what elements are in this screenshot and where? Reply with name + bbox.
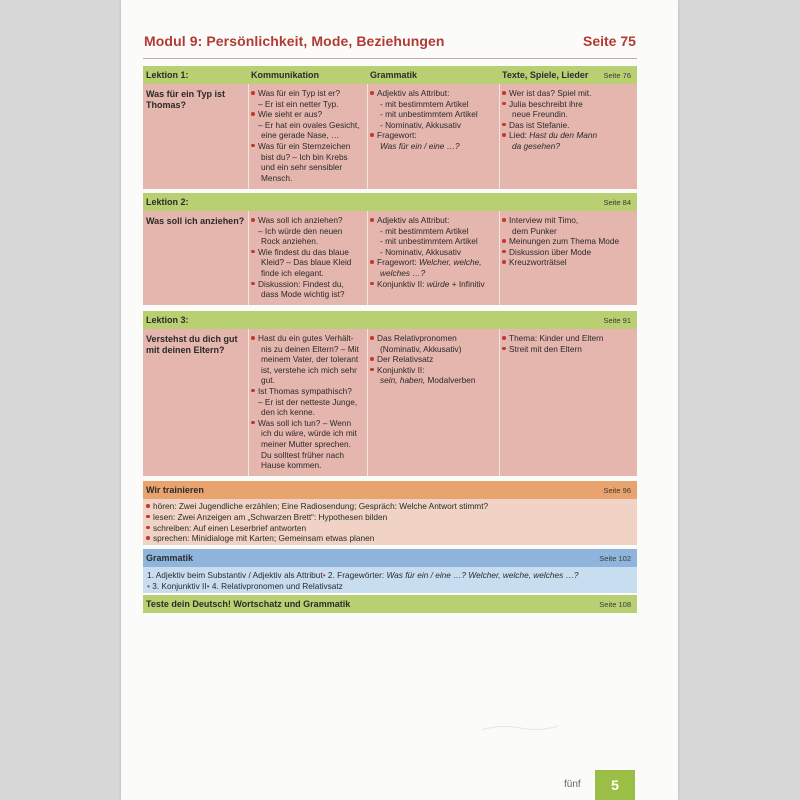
list-item: ich du wäre, würde ich mit (261, 428, 357, 439)
grammatik-item-4: 4. Relativpronomen und Relativsatz (209, 581, 343, 591)
list-item: Adjektiv als Attribut: (370, 88, 500, 99)
list-item: Wie findest du das blaue (251, 247, 369, 258)
trainieren-title: Wir trainieren (146, 485, 204, 495)
pencil-scribble (480, 720, 560, 734)
list-item: den ich kenne. (261, 407, 315, 418)
trainieren-page-ref: Seite 96 (603, 486, 631, 495)
teste-title: Teste dein Deutsch! Wortschatz und Grammatik (146, 599, 351, 609)
list-item: Julia beschreibt ihre (502, 99, 634, 110)
list-item: gut. (261, 375, 275, 386)
list-item: - Nominativ, Akkusativ (380, 119, 461, 130)
list-item: hören: Zwei Jugendliche erzählen; Eine Radiosendung; Gespräch: Welche Antwort stimmt? (146, 501, 634, 512)
list-item: Was soll ich anziehen? (251, 215, 369, 226)
list-item: sein, haben, Modalverben (380, 375, 476, 386)
list-item: Thema: Kinder und Eltern (502, 333, 634, 344)
lektion2-header-bar (143, 193, 637, 211)
lektion2-texte (502, 215, 634, 268)
list-item: Was für ein Sternzeichen (251, 141, 369, 152)
list-item: dem Punker (512, 225, 557, 236)
list-item: Wer ist das? Spiel mit. (502, 88, 634, 99)
list-item: Rock anziehen. (261, 236, 319, 247)
list-item: meinem Vater, der tolerant (261, 354, 359, 365)
list-item: bist du? – Ich bin Krebs (261, 151, 348, 162)
column-texte: Texte, Spiele, Lieder (502, 70, 589, 80)
list-item: Lied: Hast du den Mann (502, 130, 634, 141)
list-item: Der Relativsatz (370, 354, 500, 365)
list-item: Fragewort: Welcher, welche, (370, 257, 500, 268)
module-title: Modul 9: Persönlichkeit, Mode, Beziehungen (144, 33, 445, 49)
lektion3-kommunikation (251, 333, 369, 471)
list-item: und ein sehr sensibler (261, 162, 343, 173)
list-item: - Nominativ, Akkusativ (380, 246, 461, 257)
list-item: Ist Thomas sympathisch? (251, 386, 369, 397)
list-item: – Er ist ein netter Typ. (258, 98, 339, 109)
separator-dot: • (322, 570, 326, 580)
list-item: Kreuzworträtsel (502, 257, 634, 268)
list-item: meiner Mutter sprechen. (261, 438, 351, 449)
separator-dot: • (147, 581, 150, 591)
list-item: Konjunktiv II: (370, 365, 500, 376)
grammatik-header-bar (143, 549, 637, 567)
grammatik-item-3: 3. Konjunktiv II (149, 581, 207, 591)
list-item: Wie sieht er aus? (251, 109, 369, 120)
module-page-ref: Seite 75 (583, 33, 636, 49)
lektion1-page-ref: Seite 76 (603, 71, 631, 80)
grammatik-title: Grammatik (146, 553, 194, 563)
lektion3-title: Verstehst du dich gut mit deinen Eltern? (146, 334, 238, 355)
list-item: finde ich elegant. (261, 267, 324, 278)
lektion1-label: Lektion 1: (146, 70, 189, 80)
list-item: Was für ein Typ ist er? (251, 88, 369, 99)
grammatik-item-2-examples: Was für ein / eine …? Welcher, welche, welches …? (386, 570, 579, 580)
column-grammatik: Grammatik (370, 70, 418, 80)
list-item: sprechen: Minidialoge mit Karten; Gemeinsam etwas planen (146, 533, 634, 544)
list-item: Was für ein / eine …? (380, 140, 460, 151)
list-item: Hause kommen. (261, 460, 322, 471)
list-item: – Er hat ein ovales Gesicht, (258, 119, 360, 130)
list-item: – Ich würde den neuen (258, 225, 343, 236)
list-item: Du solltest früher nach (261, 449, 345, 460)
list-item: welches …? (380, 267, 426, 278)
list-item: lesen: Zwei Anzeigen am „Schwarzen Brett“: Hypothesen bilden (146, 512, 634, 523)
list-item: Diskussion über Mode (502, 247, 634, 258)
list-item: Kleid? – Das blaue Kleid (261, 257, 352, 268)
teste-header-bar (143, 595, 637, 613)
grammatik-line-2 (147, 581, 633, 592)
list-item: Interview mit Timo, (502, 215, 634, 226)
list-item: schreiben: Auf einen Leserbrief antworten (146, 523, 634, 534)
list-item: nis zu deinen Eltern? – Mit (261, 343, 359, 354)
list-item: dass Mode wichtig ist? (261, 289, 345, 300)
list-item: Fragewort: (370, 130, 500, 141)
trainieren-header-bar (143, 481, 637, 499)
grammatik-line-1 (147, 570, 633, 581)
list-item: Mensch. (261, 172, 293, 183)
page-number-word: fünf (564, 779, 581, 790)
teste-page-ref: Seite 108 (599, 600, 631, 609)
lektion2-label: Lektion 2: (146, 197, 189, 207)
list-item: Meinungen zum Thema Mode (502, 236, 634, 247)
list-item: - mit bestimmtem Artikel (380, 225, 469, 236)
list-item: ist, verstehe ich mich sehr (261, 364, 357, 375)
list-item: da gesehen? (512, 140, 560, 151)
lektion1-texte (502, 88, 634, 152)
lektion3-page-ref: Seite 91 (603, 316, 631, 325)
lektion3-label: Lektion 3: (146, 315, 189, 325)
column-kommunikation: Kommunikation (251, 70, 320, 80)
lektion3-grammatik (370, 333, 500, 386)
list-item: eine gerade Nase, … (261, 130, 340, 141)
list-item: - mit bestimmtem Artikel (380, 98, 469, 109)
list-item: - mit unbestimmtem Artikel (380, 109, 478, 120)
lektion1-header-bar (143, 66, 637, 84)
lektion2-grammatik (370, 215, 500, 289)
list-item: (Nominativ, Akkusativ) (380, 343, 462, 354)
lektion2-title: Was soll ich anziehen? (146, 216, 245, 226)
lektion1-title: Was für ein Typ ist Thomas? (146, 89, 226, 110)
list-item: Diskussion: Findest du, (251, 279, 369, 290)
list-item: Hast du ein gutes Verhält- (251, 333, 369, 344)
list-item: neue Freundin. (512, 109, 568, 120)
lektion1-grammatik (370, 88, 500, 152)
lektion2-kommunikation (251, 215, 369, 300)
list-item: Das ist Stefanie. (502, 120, 634, 131)
list-item: Was soll ich tun? – Wenn (251, 418, 369, 429)
list-item: Adjektiv als Attribut: (370, 215, 500, 226)
lektion1-kommunikation (251, 88, 369, 183)
grammatik-item-1: 1. Adjektiv beim Substantiv / Adjektiv als Attribut (147, 570, 323, 580)
lektion3-texte (502, 333, 634, 354)
lektion2-page-ref: Seite 84 (603, 198, 631, 207)
list-item: – Er ist der netteste Junge, (258, 396, 358, 407)
list-item: Das Relativpronomen (370, 333, 500, 344)
list-item: Streit mit den Eltern (502, 344, 634, 355)
header-divider (143, 58, 637, 59)
grammatik-item-2-label: 2. Fragewörter: (325, 570, 387, 580)
separator-dot: • (206, 581, 210, 591)
grammatik-page-ref: Seite 102 (599, 554, 631, 563)
list-item: Konjunktiv II: würde + Infinitiv (370, 279, 500, 290)
trainieren-list (146, 501, 634, 544)
page-number-badge: 5 (595, 770, 635, 800)
lektion3-header-bar (143, 311, 637, 329)
list-item: - mit unbestimmtem Artikel (380, 236, 478, 247)
